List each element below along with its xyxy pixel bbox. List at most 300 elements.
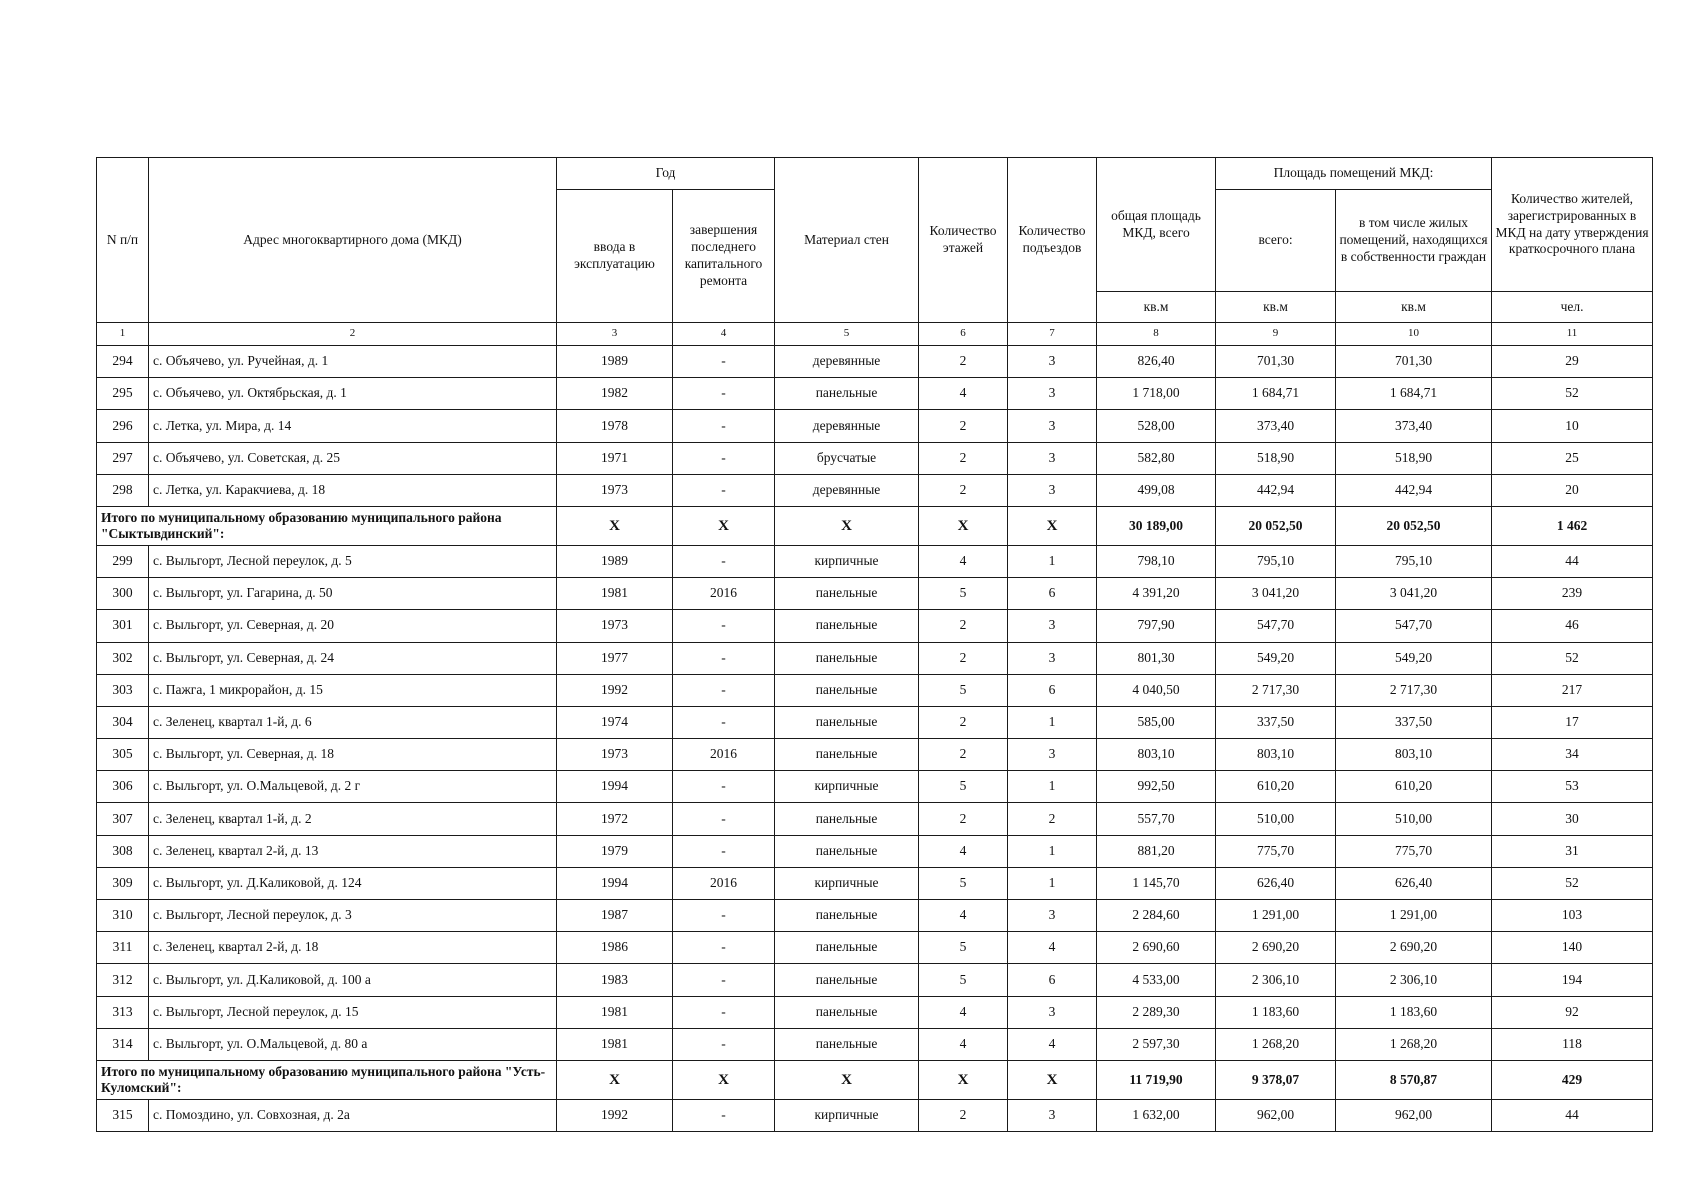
entrances: 3 xyxy=(1008,996,1097,1028)
column-number: 3 xyxy=(557,323,673,346)
floors: 5 xyxy=(919,674,1008,706)
premises-total: 626,40 xyxy=(1216,867,1336,899)
wall-material: деревянные xyxy=(775,410,919,442)
subtotal-residents: 1 462 xyxy=(1492,506,1653,545)
header-premises-total: всего: xyxy=(1216,190,1336,292)
year-commission: 1973 xyxy=(557,610,673,642)
total-area: 2 289,30 xyxy=(1097,996,1216,1028)
year-repair: - xyxy=(673,932,775,964)
entrances: 6 xyxy=(1008,964,1097,996)
total-area: 557,70 xyxy=(1097,803,1216,835)
wall-material: панельные xyxy=(775,378,919,410)
entrances: 4 xyxy=(1008,1028,1097,1060)
premises-total: 1 183,60 xyxy=(1216,996,1336,1028)
unit-total-area: кв.м xyxy=(1097,292,1216,323)
premises-residential: 547,70 xyxy=(1336,610,1492,642)
wall-material: панельные xyxy=(775,932,919,964)
table-row xyxy=(97,1028,1653,1060)
total-area: 2 284,60 xyxy=(1097,900,1216,932)
total-area: 4 391,20 xyxy=(1097,578,1216,610)
premises-total: 547,70 xyxy=(1216,610,1336,642)
wall-material: панельные xyxy=(775,642,919,674)
wall-material: панельные xyxy=(775,996,919,1028)
address: с. Зеленец, квартал 1-й, д. 2 xyxy=(149,803,557,835)
header-floors: Количество этажей xyxy=(919,158,1008,323)
year-repair: - xyxy=(673,803,775,835)
column-number: 4 xyxy=(673,323,775,346)
column-number: 1 xyxy=(97,323,149,346)
address: с. Объячево, ул. Октябрьская, д. 1 xyxy=(149,378,557,410)
floors: 4 xyxy=(919,835,1008,867)
entrances: 3 xyxy=(1008,442,1097,474)
table-row xyxy=(97,964,1653,996)
wall-material: панельные xyxy=(775,706,919,738)
residents: 52 xyxy=(1492,642,1653,674)
table-row xyxy=(97,642,1653,674)
premises-residential: 1 268,20 xyxy=(1336,1028,1492,1060)
column-number: 6 xyxy=(919,323,1008,346)
floors: 2 xyxy=(919,739,1008,771)
premises-total: 2 690,20 xyxy=(1216,932,1336,964)
total-area: 1 145,70 xyxy=(1097,867,1216,899)
wall-material: кирпичные xyxy=(775,771,919,803)
entrances: 3 xyxy=(1008,900,1097,932)
header-year-repair: завершения последнего капитального ремонта xyxy=(673,190,775,323)
year-commission: 1981 xyxy=(557,996,673,1028)
table-row xyxy=(97,474,1653,506)
residents: 52 xyxy=(1492,867,1653,899)
table-row xyxy=(97,996,1653,1028)
address: с. Зеленец, квартал 1-й, д. 6 xyxy=(149,706,557,738)
subtotal-year-commission: X xyxy=(557,506,673,545)
table-row xyxy=(97,674,1653,706)
row-number: 303 xyxy=(97,674,149,706)
entrances: 3 xyxy=(1008,346,1097,378)
year-commission: 1971 xyxy=(557,442,673,474)
floors: 2 xyxy=(919,803,1008,835)
header-total-area: общая площадь МКД, всего xyxy=(1097,158,1216,292)
address: с. Помоздино, ул. Совхозная, д. 2а xyxy=(149,1099,557,1131)
header-residents: Количество жителей, зарегистрированных в МКД на дату утверждения краткосрочного плана xyxy=(1492,158,1653,292)
wall-material: панельные xyxy=(775,964,919,996)
total-area: 582,80 xyxy=(1097,442,1216,474)
table-row xyxy=(97,867,1653,899)
row-number: 295 xyxy=(97,378,149,410)
address: с. Выльгорт, Лесной переулок, д. 5 xyxy=(149,545,557,577)
table-row xyxy=(97,706,1653,738)
residents: 10 xyxy=(1492,410,1653,442)
year-commission: 1973 xyxy=(557,474,673,506)
year-commission: 1977 xyxy=(557,642,673,674)
table-row xyxy=(97,578,1653,610)
entrances: 1 xyxy=(1008,771,1097,803)
subtotal-row xyxy=(97,506,1653,545)
year-repair: - xyxy=(673,378,775,410)
row-number: 304 xyxy=(97,706,149,738)
address: с. Выльгорт, ул. Северная, д. 18 xyxy=(149,739,557,771)
year-repair: - xyxy=(673,900,775,932)
subtotal-row xyxy=(97,1060,1653,1099)
year-repair: - xyxy=(673,610,775,642)
year-commission: 1981 xyxy=(557,578,673,610)
floors: 2 xyxy=(919,442,1008,474)
wall-material: кирпичные xyxy=(775,1099,919,1131)
row-number: 301 xyxy=(97,610,149,642)
header-address: Адрес многоквартирного дома (МКД) xyxy=(149,158,557,323)
wall-material: деревянные xyxy=(775,346,919,378)
premises-residential: 775,70 xyxy=(1336,835,1492,867)
entrances: 6 xyxy=(1008,578,1097,610)
year-commission: 1989 xyxy=(557,346,673,378)
column-number: 10 xyxy=(1336,323,1492,346)
housing-register-table xyxy=(96,157,1653,1132)
subtotal-wall-material: X xyxy=(775,1060,919,1099)
entrances: 1 xyxy=(1008,835,1097,867)
residents: 239 xyxy=(1492,578,1653,610)
subtotal-floors: X xyxy=(919,506,1008,545)
premises-total: 803,10 xyxy=(1216,739,1336,771)
wall-material: панельные xyxy=(775,835,919,867)
year-repair: - xyxy=(673,410,775,442)
premises-total: 1 291,00 xyxy=(1216,900,1336,932)
premises-residential: 2 717,30 xyxy=(1336,674,1492,706)
header-premises-residential: в том числе жилых помещений, находящихся в собственности граждан xyxy=(1336,190,1492,292)
year-repair: - xyxy=(673,545,775,577)
wall-material: панельные xyxy=(775,610,919,642)
row-number: 307 xyxy=(97,803,149,835)
residents: 92 xyxy=(1492,996,1653,1028)
residents: 217 xyxy=(1492,674,1653,706)
table-row xyxy=(97,410,1653,442)
total-area: 801,30 xyxy=(1097,642,1216,674)
subtotal-year-repair: X xyxy=(673,1060,775,1099)
year-commission: 1974 xyxy=(557,706,673,738)
total-area: 797,90 xyxy=(1097,610,1216,642)
premises-total: 337,50 xyxy=(1216,706,1336,738)
entrances: 6 xyxy=(1008,674,1097,706)
column-number: 9 xyxy=(1216,323,1336,346)
floors: 5 xyxy=(919,771,1008,803)
year-repair: - xyxy=(673,474,775,506)
total-area: 4 040,50 xyxy=(1097,674,1216,706)
year-commission: 1992 xyxy=(557,674,673,706)
row-number: 300 xyxy=(97,578,149,610)
premises-residential: 2 690,20 xyxy=(1336,932,1492,964)
premises-residential: 803,10 xyxy=(1336,739,1492,771)
header-premises-area: Площадь помещений МКД: xyxy=(1216,158,1492,190)
table-row xyxy=(97,610,1653,642)
row-number: 305 xyxy=(97,739,149,771)
wall-material: деревянные xyxy=(775,474,919,506)
address: с. Выльгорт, ул. Северная, д. 24 xyxy=(149,642,557,674)
premises-residential: 1 684,71 xyxy=(1336,378,1492,410)
floors: 5 xyxy=(919,578,1008,610)
header-entrances: Количество подъездов xyxy=(1008,158,1097,323)
premises-residential: 795,10 xyxy=(1336,545,1492,577)
floors: 5 xyxy=(919,867,1008,899)
premises-residential: 518,90 xyxy=(1336,442,1492,474)
premises-total: 549,20 xyxy=(1216,642,1336,674)
year-repair: - xyxy=(673,771,775,803)
address: с. Объячево, ул. Ручейная, д. 1 xyxy=(149,346,557,378)
premises-total: 2 717,30 xyxy=(1216,674,1336,706)
entrances: 3 xyxy=(1008,739,1097,771)
entrances: 2 xyxy=(1008,803,1097,835)
address: с. Летка, ул. Каракчиева, д. 18 xyxy=(149,474,557,506)
premises-total: 1 268,20 xyxy=(1216,1028,1336,1060)
wall-material: панельные xyxy=(775,674,919,706)
premises-total: 3 041,20 xyxy=(1216,578,1336,610)
header-year: Год xyxy=(557,158,775,190)
year-commission: 1986 xyxy=(557,932,673,964)
wall-material: панельные xyxy=(775,578,919,610)
unit-premises-total: кв.м xyxy=(1216,292,1336,323)
total-area: 1 632,00 xyxy=(1097,1099,1216,1131)
floors: 4 xyxy=(919,378,1008,410)
residents: 34 xyxy=(1492,739,1653,771)
year-repair: 2016 xyxy=(673,739,775,771)
year-repair: - xyxy=(673,706,775,738)
entrances: 1 xyxy=(1008,545,1097,577)
floors: 4 xyxy=(919,996,1008,1028)
total-area: 803,10 xyxy=(1097,739,1216,771)
floors: 2 xyxy=(919,610,1008,642)
floors: 4 xyxy=(919,1028,1008,1060)
floors: 2 xyxy=(919,642,1008,674)
year-commission: 1992 xyxy=(557,1099,673,1131)
residents: 140 xyxy=(1492,932,1653,964)
column-number-row xyxy=(97,323,1653,346)
wall-material: брусчатые xyxy=(775,442,919,474)
year-repair: - xyxy=(673,1028,775,1060)
address: с. Выльгорт, ул. О.Мальцевой, д. 80 а xyxy=(149,1028,557,1060)
premises-total: 795,10 xyxy=(1216,545,1336,577)
subtotal-entrances: X xyxy=(1008,1060,1097,1099)
row-number: 315 xyxy=(97,1099,149,1131)
residents: 30 xyxy=(1492,803,1653,835)
year-commission: 1979 xyxy=(557,835,673,867)
header-wall-material: Материал стен xyxy=(775,158,919,323)
wall-material: панельные xyxy=(775,1028,919,1060)
premises-residential: 626,40 xyxy=(1336,867,1492,899)
floors: 2 xyxy=(919,706,1008,738)
premises-total: 962,00 xyxy=(1216,1099,1336,1131)
floors: 5 xyxy=(919,932,1008,964)
total-area: 992,50 xyxy=(1097,771,1216,803)
premises-residential: 510,00 xyxy=(1336,803,1492,835)
premises-residential: 1 291,00 xyxy=(1336,900,1492,932)
subtotal-total-area: 30 189,00 xyxy=(1097,506,1216,545)
address: с. Выльгорт, Лесной переулок, д. 15 xyxy=(149,996,557,1028)
row-number: 313 xyxy=(97,996,149,1028)
row-number: 294 xyxy=(97,346,149,378)
address: с. Зеленец, квартал 2-й, д. 18 xyxy=(149,932,557,964)
premises-residential: 2 306,10 xyxy=(1336,964,1492,996)
residents: 53 xyxy=(1492,771,1653,803)
entrances: 3 xyxy=(1008,1099,1097,1131)
entrances: 3 xyxy=(1008,642,1097,674)
subtotal-wall-material: X xyxy=(775,506,919,545)
premises-residential: 442,94 xyxy=(1336,474,1492,506)
column-number: 5 xyxy=(775,323,919,346)
row-number: 302 xyxy=(97,642,149,674)
premises-total: 2 306,10 xyxy=(1216,964,1336,996)
column-number: 8 xyxy=(1097,323,1216,346)
premises-total: 510,00 xyxy=(1216,803,1336,835)
table-row xyxy=(97,932,1653,964)
residents: 20 xyxy=(1492,474,1653,506)
subtotal-premises-residential: 20 052,50 xyxy=(1336,506,1492,545)
total-area: 798,10 xyxy=(1097,545,1216,577)
year-commission: 1989 xyxy=(557,545,673,577)
premises-total: 373,40 xyxy=(1216,410,1336,442)
residents: 29 xyxy=(1492,346,1653,378)
floors: 4 xyxy=(919,900,1008,932)
subtotal-premises-residential: 8 570,87 xyxy=(1336,1060,1492,1099)
year-repair: - xyxy=(673,442,775,474)
column-number: 11 xyxy=(1492,323,1653,346)
year-repair: 2016 xyxy=(673,867,775,899)
unit-premises-residential: кв.м xyxy=(1336,292,1492,323)
floors: 2 xyxy=(919,1099,1008,1131)
floors: 2 xyxy=(919,346,1008,378)
year-commission: 1978 xyxy=(557,410,673,442)
premises-residential: 610,20 xyxy=(1336,771,1492,803)
premises-residential: 549,20 xyxy=(1336,642,1492,674)
year-commission: 1994 xyxy=(557,867,673,899)
header-num: N п/п xyxy=(97,158,149,323)
premises-residential: 3 041,20 xyxy=(1336,578,1492,610)
total-area: 2 690,60 xyxy=(1097,932,1216,964)
table-row xyxy=(97,835,1653,867)
table-row xyxy=(97,900,1653,932)
table-row xyxy=(97,346,1653,378)
row-number: 310 xyxy=(97,900,149,932)
premises-residential: 337,50 xyxy=(1336,706,1492,738)
row-number: 309 xyxy=(97,867,149,899)
row-number: 298 xyxy=(97,474,149,506)
residents: 17 xyxy=(1492,706,1653,738)
wall-material: кирпичные xyxy=(775,545,919,577)
table-row xyxy=(97,442,1653,474)
total-area: 1 718,00 xyxy=(1097,378,1216,410)
wall-material: кирпичные xyxy=(775,867,919,899)
subtotal-residents: 429 xyxy=(1492,1060,1653,1099)
residents: 44 xyxy=(1492,545,1653,577)
premises-total: 1 684,71 xyxy=(1216,378,1336,410)
floors: 4 xyxy=(919,545,1008,577)
premises-total: 775,70 xyxy=(1216,835,1336,867)
floors: 2 xyxy=(919,474,1008,506)
residents: 103 xyxy=(1492,900,1653,932)
year-commission: 1987 xyxy=(557,900,673,932)
wall-material: панельные xyxy=(775,900,919,932)
row-number: 311 xyxy=(97,932,149,964)
floors: 2 xyxy=(919,410,1008,442)
year-repair: - xyxy=(673,346,775,378)
address: с. Выльгорт, ул. Д.Каликовой, д. 124 xyxy=(149,867,557,899)
residents: 118 xyxy=(1492,1028,1653,1060)
total-area: 528,00 xyxy=(1097,410,1216,442)
address: с. Выльгорт, ул. Гагарина, д. 50 xyxy=(149,578,557,610)
address: с. Объячево, ул. Советская, д. 25 xyxy=(149,442,557,474)
entrances: 1 xyxy=(1008,706,1097,738)
residents: 46 xyxy=(1492,610,1653,642)
table-row xyxy=(97,545,1653,577)
unit-residents: чел. xyxy=(1492,292,1653,323)
total-area: 4 533,00 xyxy=(1097,964,1216,996)
premises-residential: 1 183,60 xyxy=(1336,996,1492,1028)
wall-material: панельные xyxy=(775,739,919,771)
wall-material: панельные xyxy=(775,803,919,835)
row-number: 297 xyxy=(97,442,149,474)
year-commission: 1981 xyxy=(557,1028,673,1060)
table-row xyxy=(97,771,1653,803)
subtotal-label: Итого по муниципальному образованию муниципального района "Усть-Куломский": xyxy=(97,1060,557,1099)
address: с. Зеленец, квартал 2-й, д. 13 xyxy=(149,835,557,867)
table-row xyxy=(97,1099,1653,1131)
subtotal-premises-total: 9 378,07 xyxy=(1216,1060,1336,1099)
column-number: 2 xyxy=(149,323,557,346)
premises-residential: 373,40 xyxy=(1336,410,1492,442)
year-repair: - xyxy=(673,835,775,867)
entrances: 3 xyxy=(1008,474,1097,506)
year-commission: 1982 xyxy=(557,378,673,410)
row-number: 296 xyxy=(97,410,149,442)
residents: 194 xyxy=(1492,964,1653,996)
total-area: 881,20 xyxy=(1097,835,1216,867)
address: с. Выльгорт, ул. Северная, д. 20 xyxy=(149,610,557,642)
table-row xyxy=(97,739,1653,771)
subtotal-total-area: 11 719,90 xyxy=(1097,1060,1216,1099)
residents: 25 xyxy=(1492,442,1653,474)
address: с. Летка, ул. Мира, д. 14 xyxy=(149,410,557,442)
year-commission: 1983 xyxy=(557,964,673,996)
subtotal-label: Итого по муниципальному образованию муниципального района "Сыктывдинский": xyxy=(97,506,557,545)
subtotal-premises-total: 20 052,50 xyxy=(1216,506,1336,545)
entrances: 3 xyxy=(1008,410,1097,442)
residents: 52 xyxy=(1492,378,1653,410)
subtotal-year-repair: X xyxy=(673,506,775,545)
column-number: 7 xyxy=(1008,323,1097,346)
row-number: 299 xyxy=(97,545,149,577)
year-repair: - xyxy=(673,996,775,1028)
subtotal-floors: X xyxy=(919,1060,1008,1099)
address: с. Пажга, 1 микрорайон, д. 15 xyxy=(149,674,557,706)
address: с. Выльгорт, ул. О.Мальцевой, д. 2 г xyxy=(149,771,557,803)
total-area: 826,40 xyxy=(1097,346,1216,378)
table-row xyxy=(97,803,1653,835)
premises-total: 701,30 xyxy=(1216,346,1336,378)
address: с. Выльгорт, Лесной переулок, д. 3 xyxy=(149,900,557,932)
residents: 44 xyxy=(1492,1099,1653,1131)
address: с. Выльгорт, ул. Д.Каликовой, д. 100 а xyxy=(149,964,557,996)
residents: 31 xyxy=(1492,835,1653,867)
year-repair: - xyxy=(673,1099,775,1131)
row-number: 308 xyxy=(97,835,149,867)
year-repair: - xyxy=(673,642,775,674)
subtotal-year-commission: X xyxy=(557,1060,673,1099)
header-year-commission: ввода в эксплуатацию xyxy=(557,190,673,323)
year-repair: - xyxy=(673,674,775,706)
row-number: 306 xyxy=(97,771,149,803)
entrances: 3 xyxy=(1008,610,1097,642)
premises-total: 610,20 xyxy=(1216,771,1336,803)
year-repair: - xyxy=(673,964,775,996)
floors: 5 xyxy=(919,964,1008,996)
row-number: 312 xyxy=(97,964,149,996)
total-area: 499,08 xyxy=(1097,474,1216,506)
